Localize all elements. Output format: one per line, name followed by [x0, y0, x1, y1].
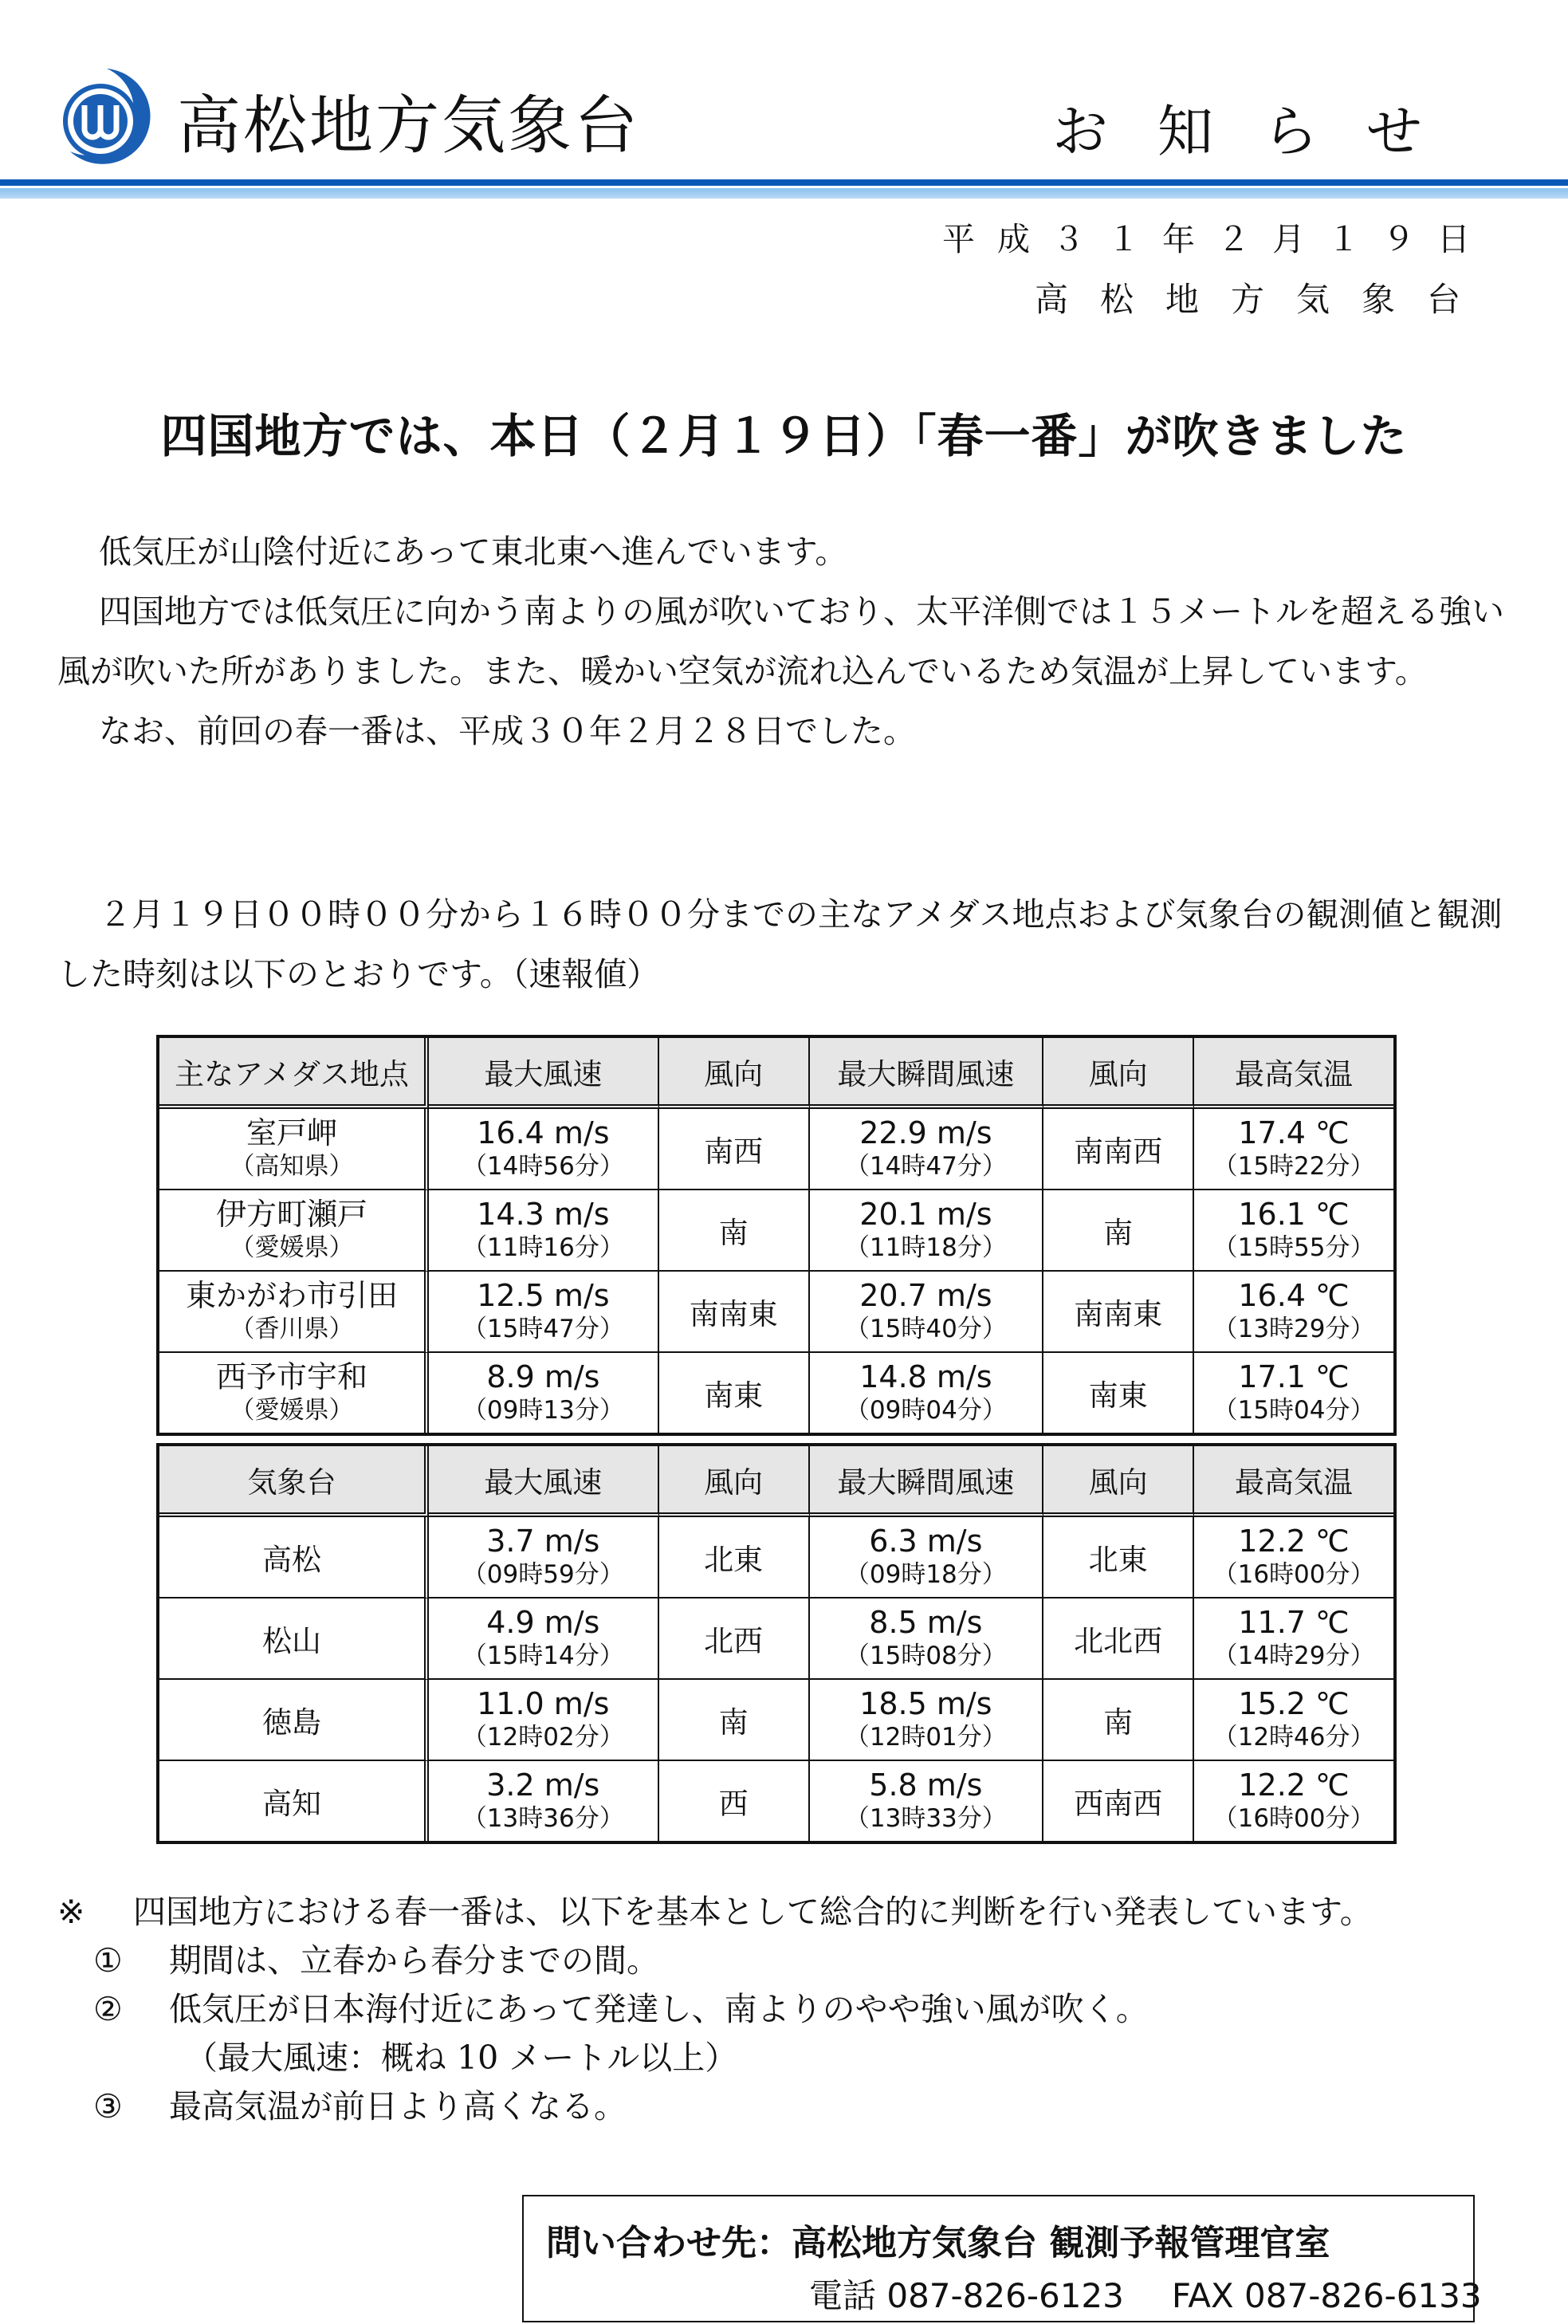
gust-dir-cell: 南東: [1043, 1353, 1194, 1433]
max-temp-value: 17.4 ℃: [1238, 1115, 1350, 1150]
gust-cell: [810, 1680, 1044, 1761]
max-temp-time: （12時46分）: [1212, 1722, 1375, 1752]
max-temp-time: （15時04分）: [1212, 1395, 1375, 1425]
table-row: [159, 1272, 1393, 1353]
column-header: 風向: [659, 1038, 810, 1109]
column-header: 風向: [1043, 1038, 1194, 1109]
page-headline: 四国地方では、本日（２月１９日）「春一番」が吹きました: [160, 409, 1408, 463]
note-text: 四国地方における春一番は、以下を基本として総合的に判断を行い発表しています。: [133, 1893, 1373, 1931]
wind-dir-cell: 南南東: [659, 1272, 810, 1353]
max-temp-time: （13時29分）: [1212, 1314, 1375, 1343]
max-wind-value: 14.3 m/s: [477, 1196, 610, 1232]
note-text: 最高気温が前日より高くなる。: [169, 2087, 627, 2125]
station-name: 西予市宇和: [216, 1359, 368, 1394]
max-temp-cell: [1194, 1353, 1393, 1433]
table-header-row: [159, 1446, 1393, 1517]
max-wind-cell: [429, 1598, 659, 1680]
gust-dir-cell: 西南西: [1043, 1761, 1194, 1841]
wind-dir-cell: 北東: [659, 1517, 810, 1598]
gust-dir-cell: 南南東: [1043, 1272, 1194, 1353]
max-temp-cell: [1194, 1680, 1393, 1761]
wind-dir-cell: 南東: [659, 1353, 810, 1433]
max-temp-cell: [1194, 1190, 1393, 1272]
column-header: 気象台: [159, 1446, 429, 1517]
wind-dir-cell: 南: [659, 1680, 810, 1761]
gust-dir-cell: 南: [1043, 1680, 1194, 1761]
table-row: [159, 1109, 1393, 1190]
note-mark: ②: [93, 1990, 123, 2028]
max-wind-value: 11.0 m/s: [477, 1685, 610, 1721]
max-wind-cell: [429, 1272, 659, 1353]
phone-number: 電話 087-826-6123: [809, 2276, 1124, 2315]
station-cell: [159, 1190, 429, 1272]
observatory-table: [156, 1443, 1397, 1844]
gust-dir-cell: 南: [1043, 1190, 1194, 1272]
gust-value: 6.3 m/s: [869, 1523, 983, 1559]
note-text: 期間は、立春から春分までの間。: [169, 1941, 659, 1980]
gust-time: （09時04分）: [844, 1395, 1007, 1425]
body-paragraph: なお、前回の春一番は、平成３０年２月２８日でした。: [99, 712, 916, 750]
table-row: [159, 1680, 1393, 1761]
note-subitem: （最大風速：概ね 10 メートル以上）: [185, 2039, 738, 2077]
station-cell: [159, 1272, 429, 1353]
amedas-table: [156, 1035, 1397, 1436]
max-wind-cell: [429, 1680, 659, 1761]
gust-dir-cell: 北東: [1043, 1517, 1194, 1598]
wind-dir-cell: 南: [659, 1190, 810, 1272]
gust-time: （14時47分）: [844, 1151, 1007, 1181]
gust-cell: [810, 1517, 1044, 1598]
page-header: [0, 0, 1568, 199]
gust-dir-cell: 南南西: [1043, 1109, 1194, 1190]
max-wind-cell: [429, 1190, 659, 1272]
max-wind-time: （09時13分）: [462, 1395, 624, 1425]
gust-time: （12時01分）: [844, 1722, 1007, 1752]
max-wind-time: （12時02分）: [462, 1722, 624, 1752]
max-wind-time: （11時16分）: [462, 1233, 624, 1262]
gust-cell: [810, 1190, 1044, 1272]
body-paragraph: 低気圧が山陰付近にあって東北東へ進んでいます。: [99, 533, 848, 571]
fax-number: FAX 087-826-6133: [1171, 2276, 1482, 2315]
gust-value: 8.5 m/s: [869, 1604, 983, 1640]
org-title: 高松地方気象台: [177, 88, 640, 163]
max-temp-value: 16.4 ℃: [1238, 1277, 1350, 1313]
station-cell: [159, 1353, 429, 1433]
prefecture: （高知県）: [230, 1151, 354, 1181]
max-wind-time: （14時56分）: [462, 1151, 624, 1181]
column-header: 最大風速: [429, 1446, 659, 1517]
issue-date: 平成３１年２月１９日: [942, 220, 1492, 258]
note-item: [57, 1985, 1540, 2034]
max-temp-value: 16.1 ℃: [1238, 1196, 1350, 1232]
column-header: 最大風速: [429, 1038, 659, 1109]
gust-value: 18.5 m/s: [859, 1685, 992, 1721]
gust-time: （11時18分）: [844, 1233, 1007, 1262]
contact-box: [522, 2195, 1482, 2322]
max-temp-cell: [1194, 1598, 1393, 1680]
prefecture: （香川県）: [230, 1314, 354, 1343]
column-header: 最高気温: [1194, 1038, 1393, 1109]
body-paragraph: ２月１９日００時００分から１６時００分までの主なアメダス地点および気象台の観測値と観測した時刻は以下のとおりです。（速報値）: [57, 895, 1503, 993]
prefecture: （愛媛県）: [230, 1395, 354, 1425]
table-row: [159, 1190, 1393, 1272]
station-name: 室戸岬: [246, 1115, 338, 1150]
table-row: [159, 1598, 1393, 1680]
gust-cell: [810, 1272, 1044, 1353]
gust-cell: [810, 1761, 1044, 1841]
header-band: [0, 179, 1568, 186]
wind-dir-cell: 北西: [659, 1598, 810, 1680]
criteria-notes: [57, 1888, 1540, 2131]
station-name: 高知: [159, 1761, 429, 1841]
gust-value: 14.8 m/s: [859, 1359, 992, 1394]
announcement-body: [57, 522, 1508, 761]
wind-dir-cell: 西: [659, 1761, 810, 1841]
column-header: 最高気温: [1194, 1446, 1393, 1517]
max-temp-value: 17.1 ℃: [1238, 1359, 1350, 1394]
note-mark: ※: [57, 1893, 85, 1931]
header-band-light: [0, 188, 1568, 199]
max-wind-cell: [429, 1109, 659, 1190]
max-wind-value: 3.7 m/s: [486, 1523, 600, 1559]
gust-value: 22.9 m/s: [859, 1115, 992, 1150]
column-header: 風向: [1043, 1446, 1194, 1517]
max-temp-time: （14時29分）: [1212, 1641, 1375, 1670]
max-temp-value: 15.2 ℃: [1238, 1685, 1350, 1721]
max-temp-cell: [1194, 1761, 1393, 1841]
gust-time: （15時08分）: [844, 1641, 1007, 1670]
station-name: 高松: [159, 1517, 429, 1598]
column-header: 最大瞬間風速: [810, 1038, 1044, 1109]
station-name: 東かがわ市引田: [186, 1277, 399, 1313]
table-row: [159, 1353, 1393, 1433]
gust-value: 20.1 m/s: [859, 1196, 992, 1232]
max-wind-time: （09時59分）: [462, 1559, 624, 1589]
table-header-row: [159, 1038, 1393, 1109]
note-mark: ①: [93, 1941, 123, 1980]
column-header: 主なアメダス地点: [159, 1038, 429, 1109]
max-temp-time: （15時55分）: [1212, 1233, 1375, 1262]
max-temp-time: （16時00分）: [1212, 1803, 1375, 1833]
wind-dir-cell: 南西: [659, 1109, 810, 1190]
gust-cell: [810, 1353, 1044, 1433]
issuer: 高松地方気象台: [1034, 280, 1492, 319]
gust-value: 20.7 m/s: [859, 1277, 992, 1313]
max-temp-value: 12.2 ℃: [1238, 1767, 1350, 1803]
note-text: 低気圧が日本海付近にあって発達し、南よりのやや強い風が吹く。: [169, 1990, 1149, 2028]
max-wind-time: （15時14分）: [462, 1641, 624, 1670]
station-cell: [159, 1109, 429, 1190]
gust-value: 5.8 m/s: [869, 1767, 983, 1803]
max-wind-value: 12.5 m/s: [477, 1277, 610, 1313]
note-item: [57, 2082, 1540, 2131]
column-header: 最大瞬間風速: [810, 1446, 1044, 1517]
max-temp-value: 11.7 ℃: [1238, 1604, 1350, 1640]
max-wind-cell: [429, 1761, 659, 1841]
max-temp-time: （16時00分）: [1212, 1559, 1375, 1589]
station-name: 松山: [159, 1598, 429, 1680]
max-wind-time: （13時36分）: [462, 1803, 624, 1833]
note-heading: [57, 1888, 1540, 1937]
max-wind-value: 8.9 m/s: [486, 1359, 600, 1394]
note-item: [57, 1937, 1540, 1985]
max-temp-cell: [1194, 1272, 1393, 1353]
max-temp-cell: [1194, 1109, 1393, 1190]
max-wind-time: （15時47分）: [462, 1314, 624, 1343]
contact-phones: [809, 2270, 1482, 2318]
max-wind-cell: [429, 1353, 659, 1433]
column-header: 風向: [659, 1446, 810, 1517]
max-temp-cell: [1194, 1517, 1393, 1598]
max-temp-time: （15時22分）: [1212, 1151, 1375, 1181]
contact-label: 問い合わせ先：高松地方気象台 観測予報管理官室: [546, 2223, 1330, 2263]
max-wind-value: 3.2 m/s: [486, 1767, 600, 1803]
max-wind-value: 16.4 m/s: [477, 1115, 610, 1150]
body-paragraph: 四国地方では低気圧に向かう南よりの風が吹いており、太平洋側では１５メートルを超える強い風が吹いた所がありました。また、暖かい空気が流れ込んでいるため気温が上昇しています。: [57, 592, 1504, 690]
station-name: 伊方町瀬戸: [216, 1196, 368, 1232]
notice-title: お知らせ: [1052, 99, 1472, 164]
table-row: [159, 1761, 1393, 1841]
gust-time: （13時33分）: [844, 1803, 1007, 1833]
gust-cell: [810, 1598, 1044, 1680]
prefecture: （愛媛県）: [230, 1233, 354, 1262]
max-temp-value: 12.2 ℃: [1238, 1523, 1350, 1559]
gust-time: （15時40分）: [844, 1314, 1007, 1343]
table-intro: [57, 885, 1508, 1005]
station-name: 徳島: [159, 1680, 429, 1761]
gust-dir-cell: 北北西: [1043, 1598, 1194, 1680]
max-wind-value: 4.9 m/s: [486, 1604, 600, 1640]
table-row: [159, 1517, 1393, 1598]
gust-time: （09時18分）: [844, 1559, 1007, 1589]
jma-logo-icon: [54, 64, 159, 169]
gust-cell: [810, 1109, 1044, 1190]
max-wind-cell: [429, 1517, 659, 1598]
note-mark: ③: [93, 2087, 123, 2125]
